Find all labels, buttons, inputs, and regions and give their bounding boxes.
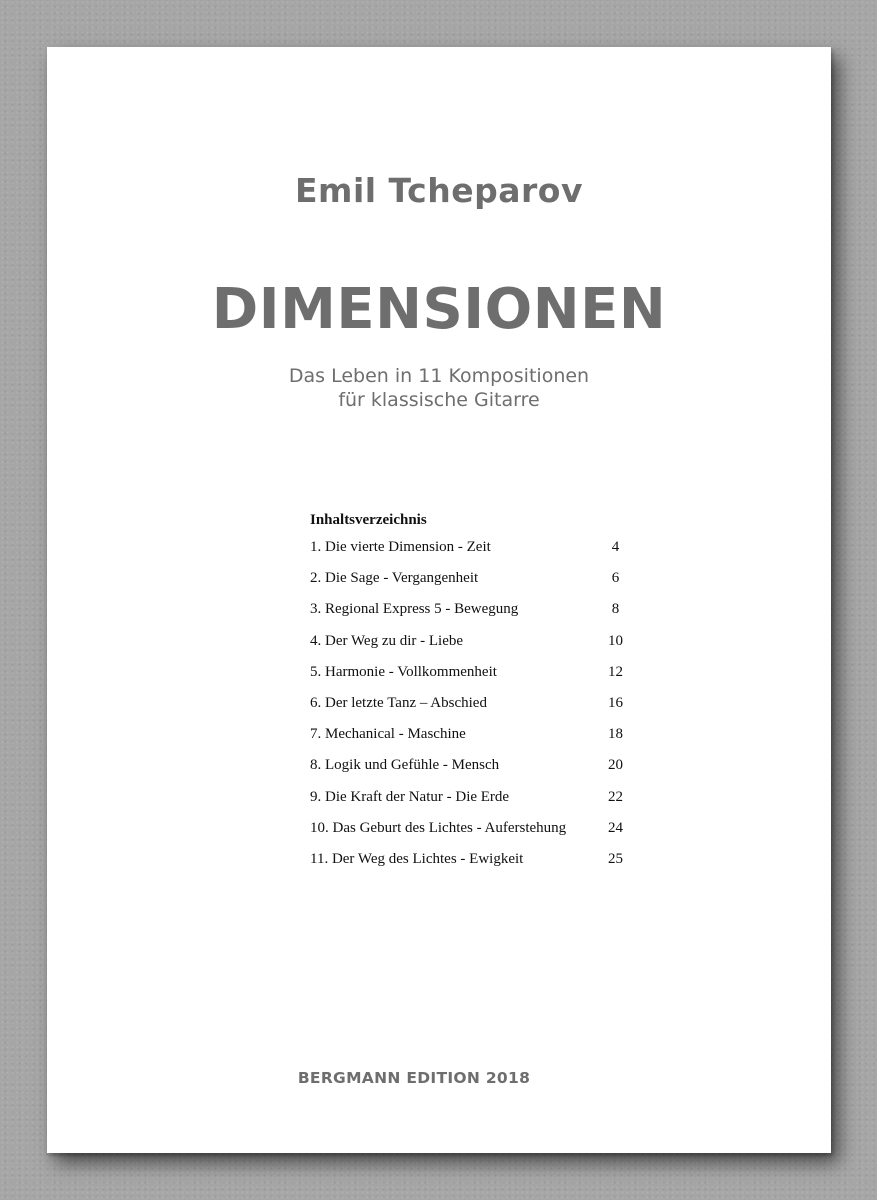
subtitle-line-2: für klassische Gitarre [338, 389, 540, 411]
toc-entry-title: 8. Logik und Gefühle - Mensch [310, 757, 500, 774]
toc-entry [310, 539, 640, 570]
toc-entry-title: 5. Harmonie - Vollkommenheit [310, 663, 497, 680]
toc-entry [310, 570, 640, 601]
toc-entry-page: 4 [611, 539, 620, 555]
toc-entry-title: 4. Der Weg zu dir - Liebe [310, 632, 464, 649]
toc-entry-title: 7. Mechanical - Maschine [310, 726, 466, 743]
cover-page [47, 47, 831, 1153]
toc-entry-page: 24 [608, 819, 623, 836]
toc-entry-title: 11. Der Weg des Lichtes - Ewigkeit [310, 850, 524, 867]
toc-entry-page: 10 [608, 632, 623, 649]
toc-entry-title: 10. Das Geburt des Lichtes - Auferstehung [310, 819, 567, 836]
toc-entry [310, 601, 640, 632]
toc-list [310, 539, 640, 882]
publisher-imprint: BERGMANN EDITION 2018 [297, 1069, 531, 1087]
toc-entry-page: 18 [608, 726, 623, 743]
composer-name: Emil Tcheparov [295, 171, 583, 210]
toc-entry-title: 3. Regional Express 5 - Bewegung [310, 601, 519, 618]
subtitle [47, 364, 831, 412]
toc-entry-page: 25 [608, 850, 623, 867]
table-of-contents [310, 508, 640, 882]
toc-entry-page: 22 [608, 788, 623, 805]
toc-entry-page: 8 [611, 601, 620, 618]
toc-entry-page: 12 [608, 663, 623, 680]
toc-entry [310, 695, 640, 726]
toc-entry-title: 1. Die vierte Dimension - Zeit [310, 539, 491, 555]
toc-entry-title: 2. Die Sage - Vergangenheit [310, 570, 479, 587]
toc-entry-title: 9. Die Kraft der Natur - Die Erde [310, 788, 510, 805]
toc-entry [310, 633, 640, 664]
toc-entry [310, 757, 640, 788]
toc-entry [310, 851, 640, 882]
toc-entry-title: 6. Der letzte Tanz – Abschied [310, 694, 487, 711]
toc-entry-page: 20 [608, 757, 623, 774]
toc-entry-page: 6 [611, 570, 620, 587]
work-title: DIMENSIONEN [211, 277, 667, 342]
toc-entry [310, 726, 640, 757]
toc-entry [310, 820, 640, 851]
toc-entry [310, 664, 640, 695]
toc-heading: Inhaltsverzeichnis [310, 512, 427, 528]
subtitle-line-1: Das Leben in 11 Kompositionen [288, 365, 590, 387]
toc-entry-page: 16 [608, 694, 623, 711]
toc-entry [310, 789, 640, 820]
